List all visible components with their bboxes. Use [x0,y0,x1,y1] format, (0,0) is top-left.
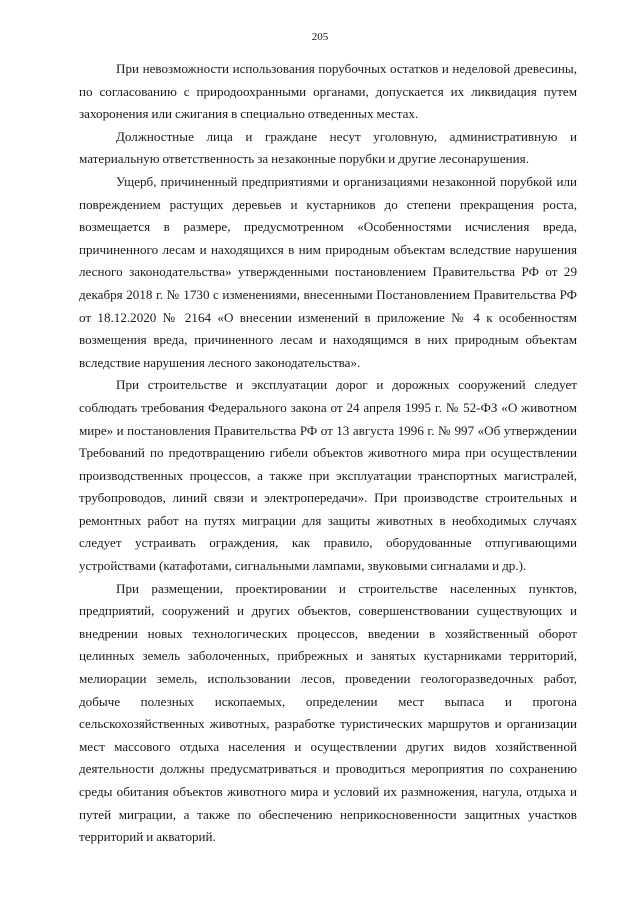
paragraph-liability: Должностные лица и граждане несут уголовную, административную и материальную ответственность за незаконные порубки и другие лесонарушения. [79,128,577,167]
document-body [79,58,577,849]
page-number: 205 [311,31,329,43]
paragraph-residue-disposal: При невозможности использования порубочных остатков и неделовой древесины, по согласованию с природоохранными органами, допускается их ликвидация путем захоронения или сжигания в специально отведенных местах. [79,61,577,122]
paragraph-habitat-protection: При размещении, проектировании и строительстве населенных пунктов, предприятий, сооружений и других объектов, совершенствовании существующих и внедрении новых технологических процессов, введении в хозяйственный оборот целинных земель заболоченных, прибрежных и занятых кустарниками территорий, мелиорации земель, использовании лесов, проведении геологоразведочных работ, добыче полезных ископаемых, определении мест выпаса и прогона сельскохозяйственных животных, разработке туристических маршрутов и организации мест массового отдыха населения и осуществлении других видов хозяйственной деятельности должны предусматриваться и проводиться мероприятия по сохранению среды обитания объектов животного мира и условий их размножения, нагула, отдыха и путей миграции, а также по обеспечению неприкосновенности защитных участков территорий и акваторий. [79,580,577,845]
paragraph-damage-compensation: Ущерб, причиненный предприятиями и организациями незаконной порубкой или повреждением растущих деревьев и кустарников до степени прекращения роста, возмещается в размере, предусмотренном «Особенностями исчисления вреда, причиненного лесам и находящихся в ним природным объектам вследствие нарушения лесного законодательства» утвержденными постановлением Правительства РФ от 29 декабря 2018 г. № 1730 с изменениями, внесенными Постановлением Правительства РФ от 18.12.2020 № 2164 «О внесении изменений в приложение № 4 к особенностям возмещения вреда, причиненного лесам и находящимся в них природным объектам вследствие нарушения лесного законодательства». [79,173,577,370]
paragraph-road-construction: При строительстве и эксплуатации дорог и дорожных сооружений следует соблюдать требования Федерального закона от 24 апреля 1995 г. № 52-ФЗ «О животном мире» и постановления Правительства РФ от 13 августа 1996 г. № 997 «Об утверждении Требований по предотвращению гибели объектов животного мира при осуществлении производственных процессов, а также при эксплуатации транспортных магистралей, трубопроводов, линий связи и электропередачи». При производстве строительных и ремонтных работ на путях миграции для защиты животных в необходимых случаях следует устраивать ограждения, как правило, оборудованные отпугивающими устройствами (катафотами, сигнальными лампами, звуковыми сигналами и др.). [79,377,577,574]
